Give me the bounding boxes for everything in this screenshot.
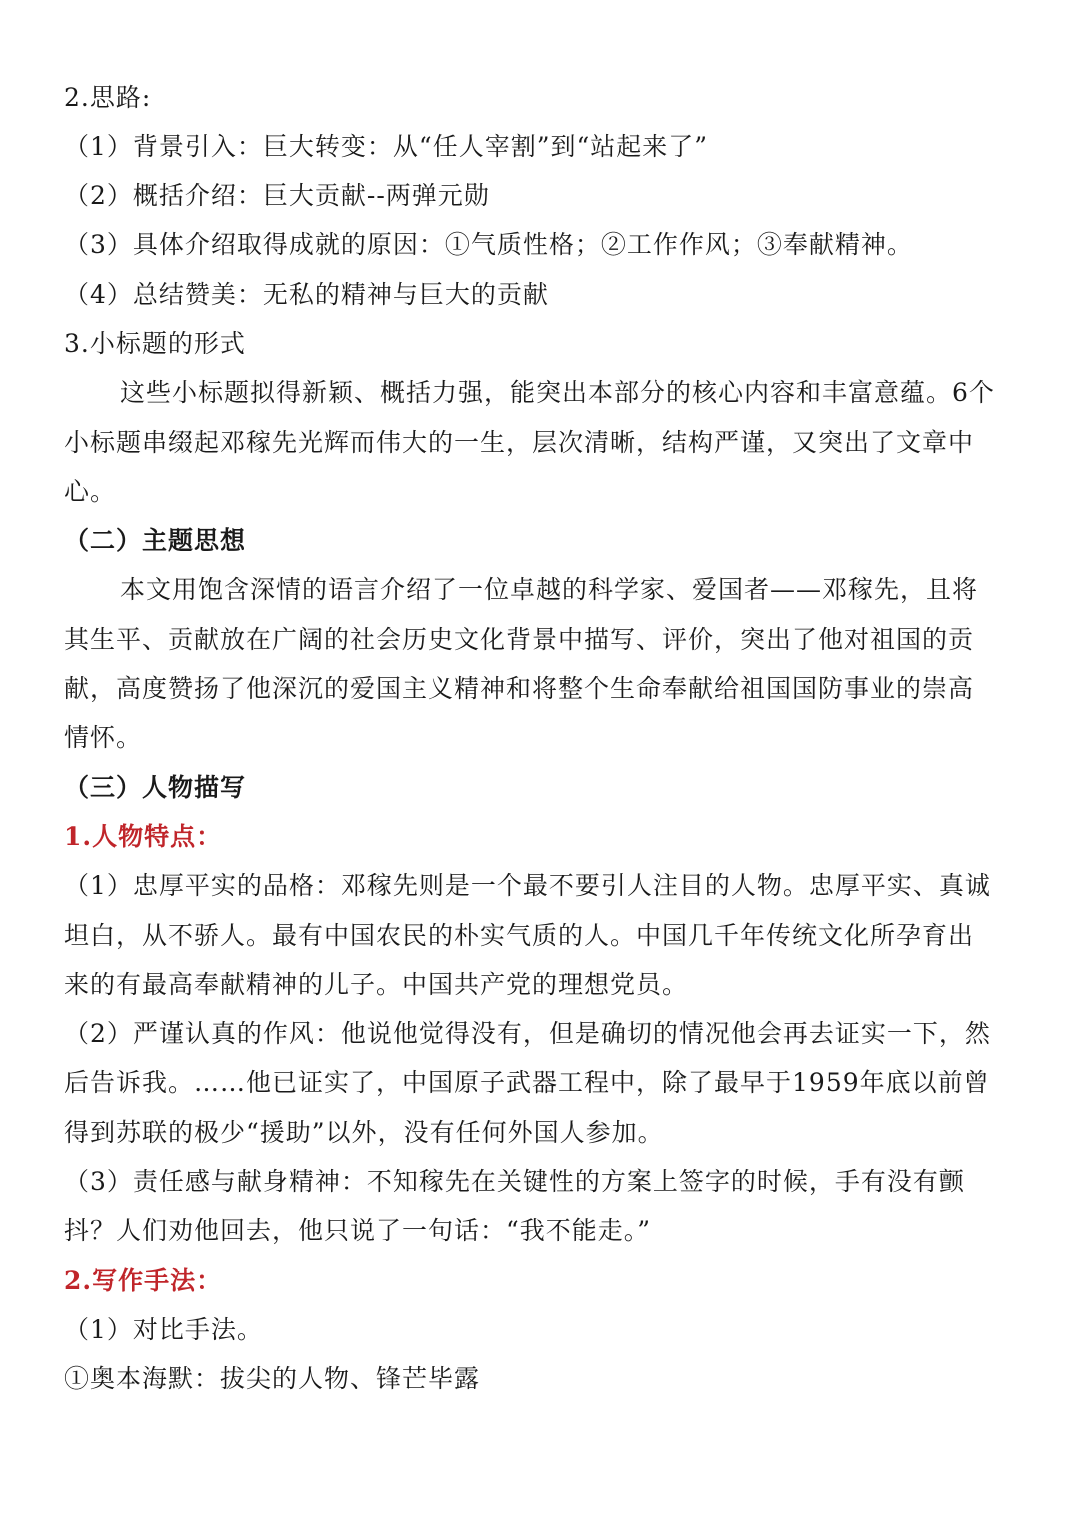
paragraph-line: 情怀。 (64, 723, 143, 752)
paragraph-line: 这些小标题拟得新颖、概括力强，能突出本部分的核心内容和丰富意蕴。6个 (120, 378, 995, 407)
text-line: （3）具体介绍取得成就的原因：①气质性格；②工作作风；③奉献精神。 (64, 230, 913, 259)
heading-character-traits: 1.人物特点： (64, 822, 223, 851)
text-line: （2）概括介绍：巨大贡献--两弹元勋 (64, 181, 490, 210)
paragraph-line: 其生平、贡献放在广阔的社会历史文化背景中描写、评价，突出了他对祖国的贡 (64, 625, 975, 654)
paragraph-line: 献，高度赞扬了他深沉的爱国主义精神和将整个生命奉献给祖国国防事业的崇高 (64, 674, 975, 703)
text-line: （2）严谨认真的作风：他说他觉得没有，但是确切的情况他会再去证实一下，然 (64, 1019, 991, 1048)
text-line: （1）忠厚平实的品格：邓稼先则是一个最不要引人注目的人物。忠厚平实、真诚 (64, 871, 991, 900)
text-line: 坦白，从不骄人。最有中国农民的朴实气质的人。中国几千年传统文化所孕育出 (64, 921, 975, 950)
paragraph-line: 心。 (64, 477, 117, 506)
section-heading-approach: 2.思路: (64, 83, 152, 112)
heading-theme: （二）主题思想 (64, 526, 247, 555)
text-line: 后告诉我。……他已证实了，中国原子武器工程中，除了最早于1959年底以前曾 (64, 1068, 990, 1097)
paragraph-line: 本文用饱含深情的语言介绍了一位卓越的科学家、爱国者——邓稼先，且将 (120, 575, 979, 604)
text-line: ①奥本海默：拔尖的人物、锋芒毕露 (64, 1364, 481, 1393)
text-line: 来的有最高奉献精神的儿子。中国共产党的理想党员。 (64, 970, 689, 999)
text-line: （4）总结赞美：无私的精神与巨大的贡献 (64, 280, 549, 309)
paragraph-line: 小标题串缀起邓稼先光辉而伟大的一生，层次清晰，结构严谨，又突出了文章中 (64, 428, 975, 457)
heading-writing-techniques: 2.写作手法： (64, 1266, 223, 1295)
text-line: （1）对比手法。 (64, 1315, 263, 1344)
text-line: 得到苏联的极少“援助”以外，没有任何外国人参加。 (64, 1118, 664, 1147)
section-heading-subtitle-form: 3.小标题的形式 (64, 329, 246, 358)
text-line: 抖？人们劝他回去，他只说了一句话：“我不能走。” (64, 1216, 652, 1245)
text-line: （1）背景引入：巨大转变：从“任人宰割”到“站起来了” (64, 132, 709, 161)
heading-character: （三）人物描写 (64, 773, 247, 802)
text-line: （3）责任感与献身精神：不知稼先在关键性的方案上签字的时候，手有没有颤 (64, 1167, 965, 1196)
